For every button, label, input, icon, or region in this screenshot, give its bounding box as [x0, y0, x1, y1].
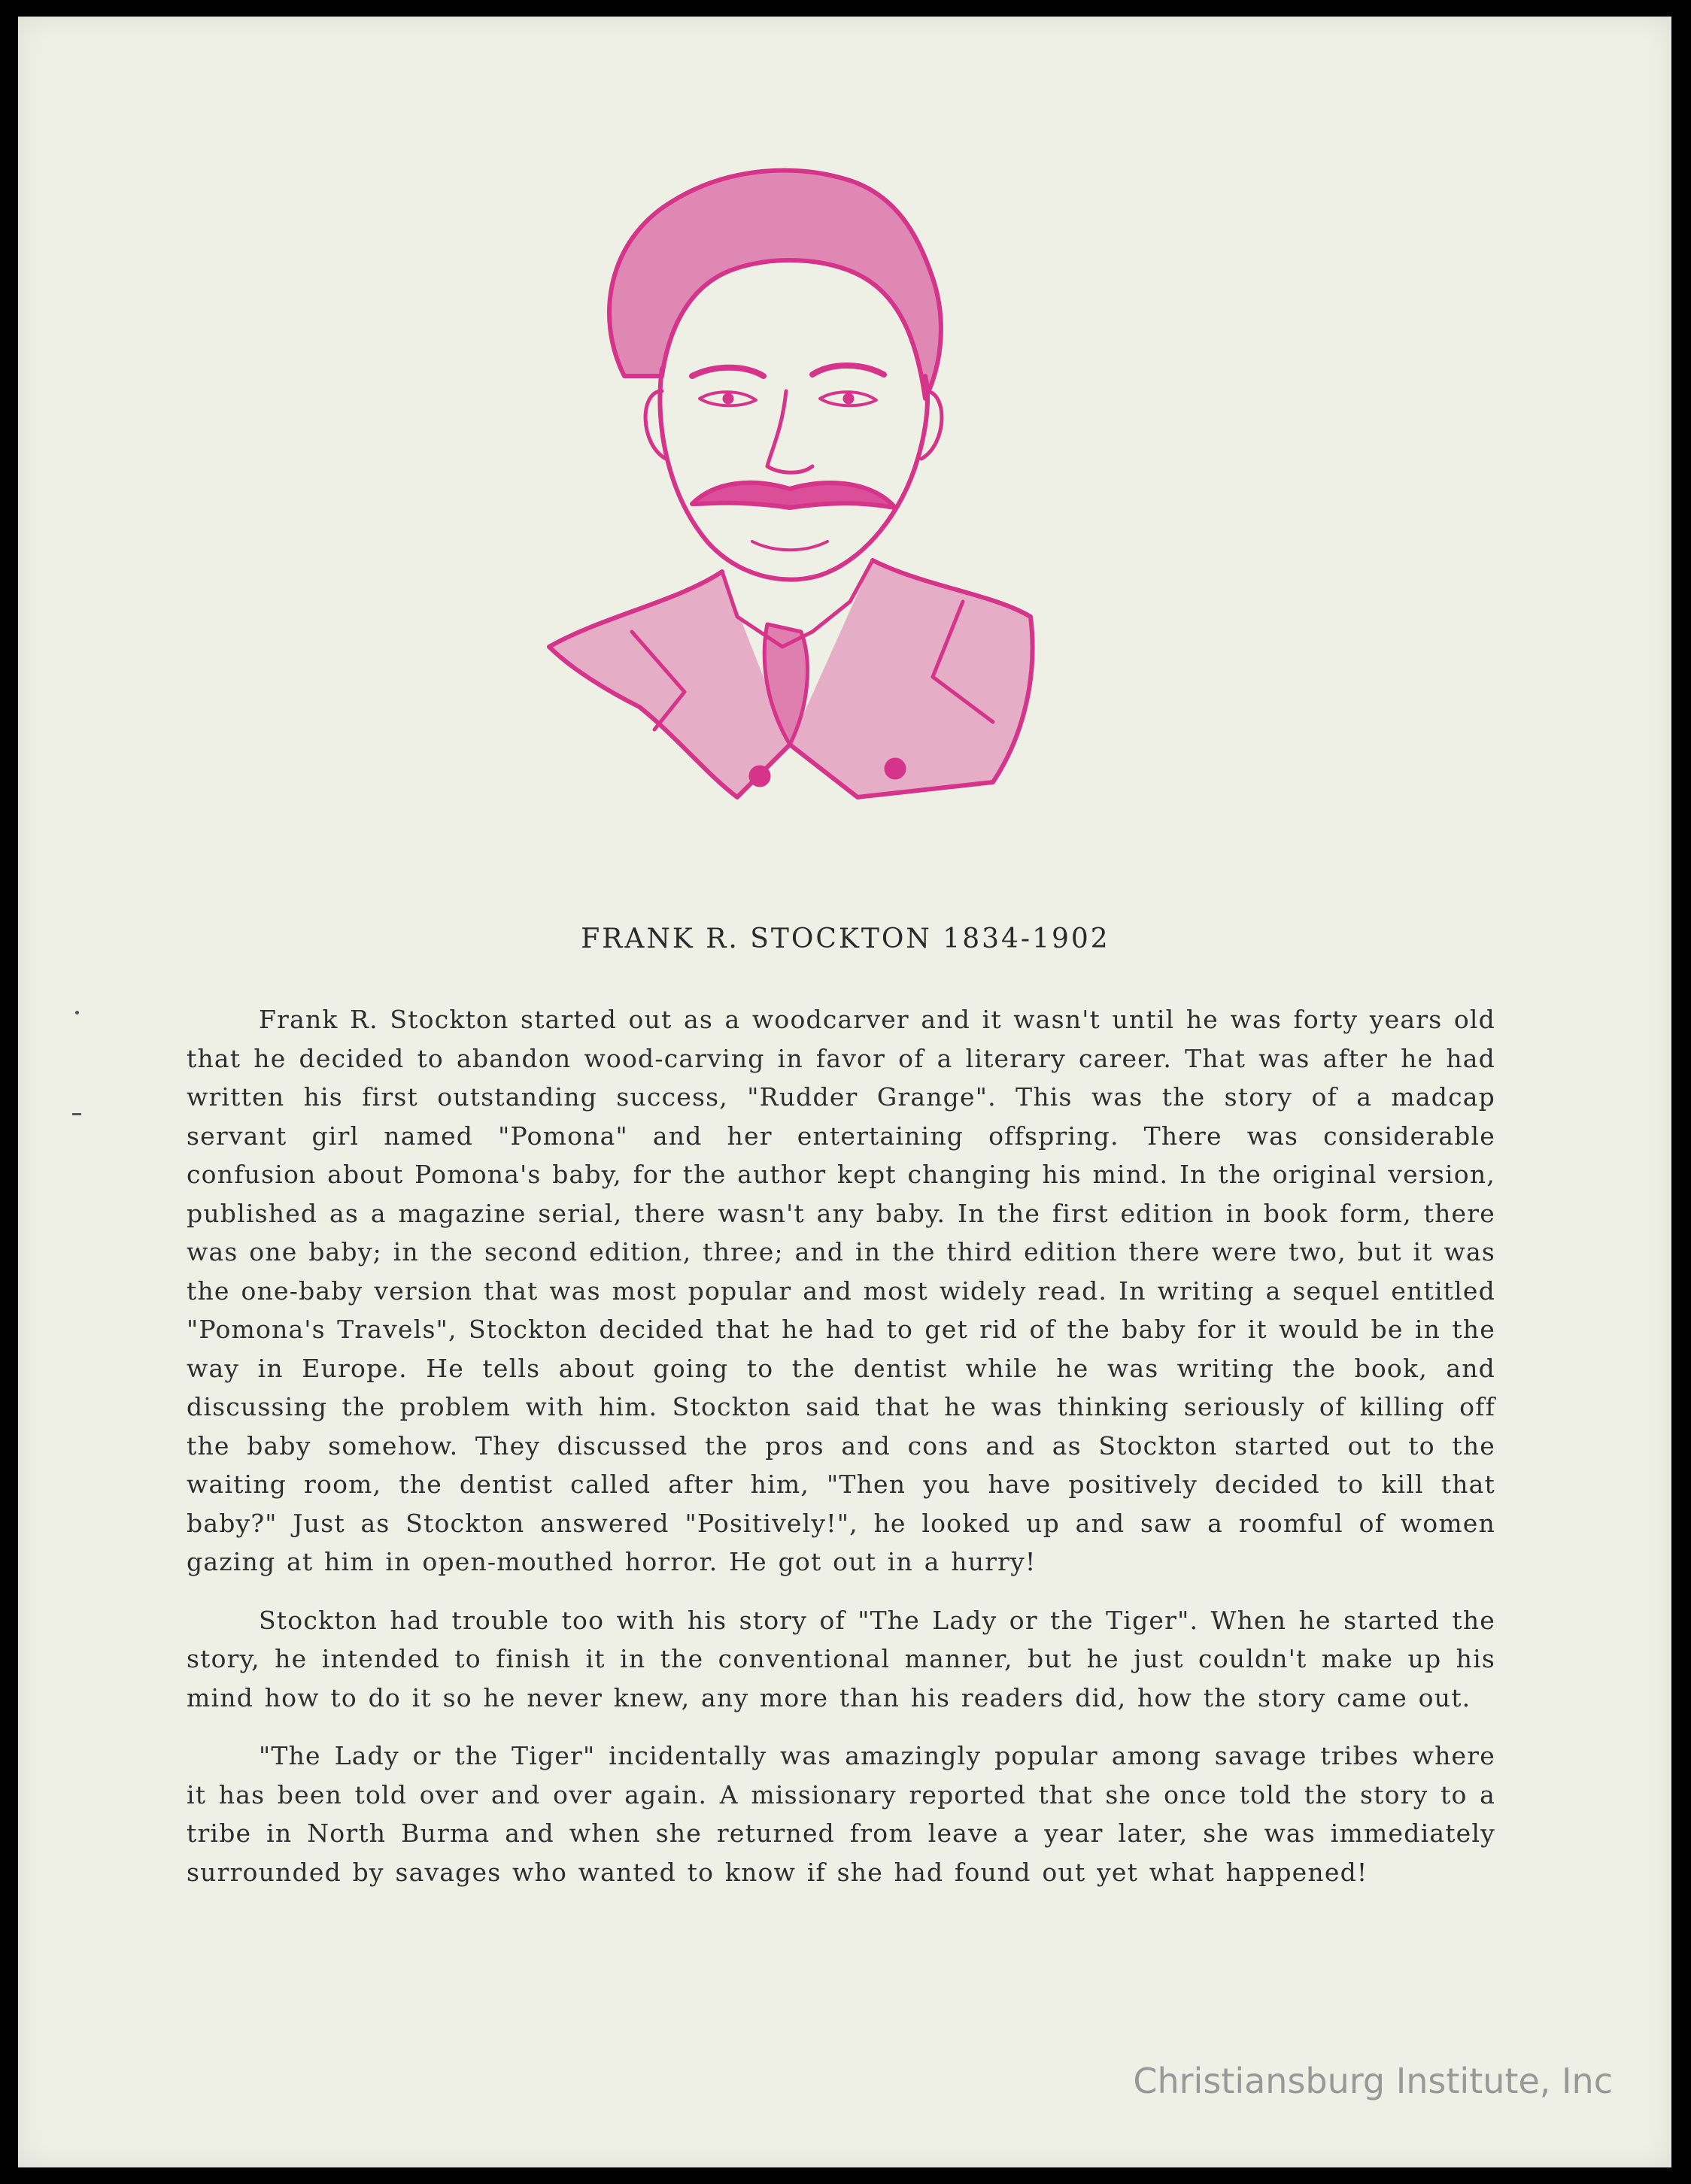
portrait-illustration	[542, 150, 1083, 805]
paragraph-2: Stockton had trouble too with his story of "The Lady or the Tiger". When he started the story, he intended to finish it in the conventional manner, but he just couldn't make up his mind how to do it so he never knew, any more than his readers did, how the story came out.	[187, 1605, 1495, 1712]
right-brow	[812, 366, 884, 375]
left-pupil	[723, 393, 733, 404]
right-pupil	[843, 393, 854, 404]
chin	[752, 541, 827, 550]
hair	[609, 171, 941, 399]
button-right	[885, 758, 906, 779]
margin-dot	[75, 1011, 79, 1015]
button-left	[749, 766, 770, 787]
document-body	[187, 1000, 1495, 1911]
jacket-left	[549, 572, 790, 797]
jacket-right	[790, 560, 1033, 797]
paragraph-3: "The Lady or the Tiger" incidentally was amazingly popular among savage tribes where it has been told over and over again. A missionary reported that she once told the story to a tribe in North Burma and when she returned from leave a year later, she was immediately surrounded by savages who wanted to know if she had found out yet what happened!	[187, 1741, 1495, 1887]
paragraph-1: Frank R. Stockton started out as a woodcarver and it wasn't until he was forty years old that he decided to abandon wood-carving in favor of a literary career. That was after he had written his first outstanding success, "Rudder Grange". This was the story of a madcap servant girl named "Pomona" and her entertaining offspring. There was considerable confusion about Pomona's baby, for the author kept changing his mind. In the original version, published as a magazine serial, there wasn't any baby. In the first edition in book form, there was one baby; in the second edition, three; and in the third edition there were two, but it was the one-baby version that was most popular and most widely read. In writing a sequel entitled "Pomona's Travels", Stockton decided that he had to get rid of the baby for it would be in the way in Europe. He tells about going to the dentist while he was writing the book, and discussing the problem with him. Stockton said that he was thinking seriously of killing off the baby somehow. They discussed the pros and cons and as Stockton started out to the waiting room, the dentist called after him, "Then you have positively decided to kill that baby?" Just as Stockton answered "Positively!", he looked up and saw a roomful of women gazing at him in open-mouthed horror. He got out in a hurry!	[187, 1005, 1495, 1576]
watermark: Christiansburg Institute, Inc	[1133, 2061, 1613, 2101]
mustache	[692, 483, 895, 508]
nose	[767, 391, 812, 472]
left-brow	[692, 368, 764, 376]
document-title: FRANK R. STOCKTON 1834-1902	[581, 924, 1110, 954]
margin-dash	[72, 1113, 81, 1115]
